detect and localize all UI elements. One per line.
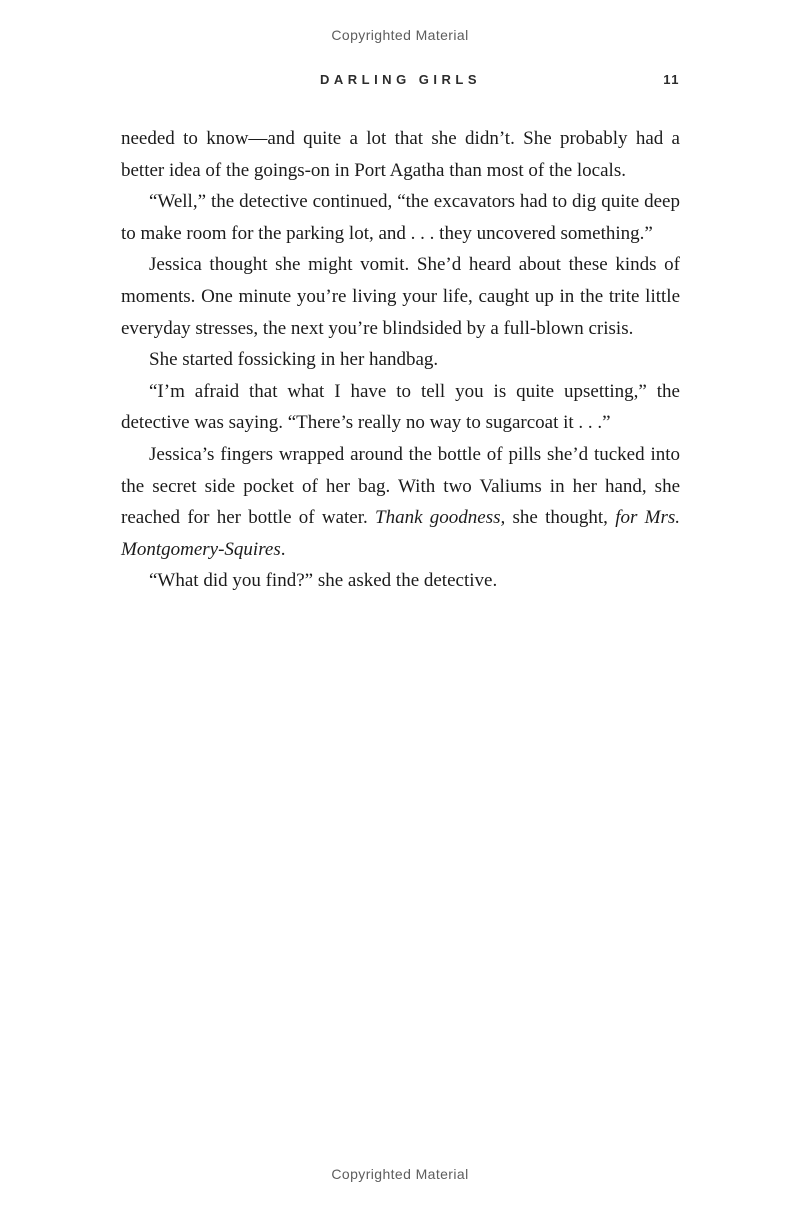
body-text — [121, 123, 680, 597]
text-run-italic: for Mrs. Montgomery-Squires — [121, 507, 680, 560]
page-header — [121, 72, 680, 90]
paragraph: “What did you find?” she asked the detective. — [149, 570, 498, 592]
paragraph: “Well,” the detective continued, “the excavators had to dig quite deep to make room for the parking lot, and . . . they uncovered something.” — [121, 191, 680, 244]
page-number: 11 — [663, 72, 680, 87]
text-run-italic: Thank goodness, — [375, 507, 506, 529]
copyright-notice-top: Copyrighted Material — [331, 27, 469, 43]
copyright-notice-bottom: Copyrighted Material — [331, 1166, 469, 1182]
text-run: . — [280, 538, 286, 560]
running-head-title: DARLING GIRLS — [319, 72, 482, 87]
paragraph: needed to know—and quite a lot that she didn’t. She probably had a better idea of the goings-on in Port Agatha than most of the locals. — [121, 128, 680, 181]
paragraph — [121, 439, 680, 565]
paragraph: “I’m afraid that what I have to tell you is quite upsetting,” the detective was saying. “There’s really no way to sugarcoat it . . .” — [121, 380, 680, 434]
paragraph: She started fossicking in her handbag. — [149, 349, 439, 371]
paragraph: Jessica thought she might vomit. She’d heard about these kinds of moments. One minute you’re living your life, caught up in the trite little everyday stresses, the next you’re blindsided by a full-blown crisis. — [121, 254, 680, 339]
text-run: she thought, — [505, 507, 616, 529]
text-run: Jessica’s fingers wrapped around the bottle of pills she’d tucked into the secret side pocket of her bag. With two Valiums in her hand, she reached for her bottle of water. — [121, 443, 680, 529]
